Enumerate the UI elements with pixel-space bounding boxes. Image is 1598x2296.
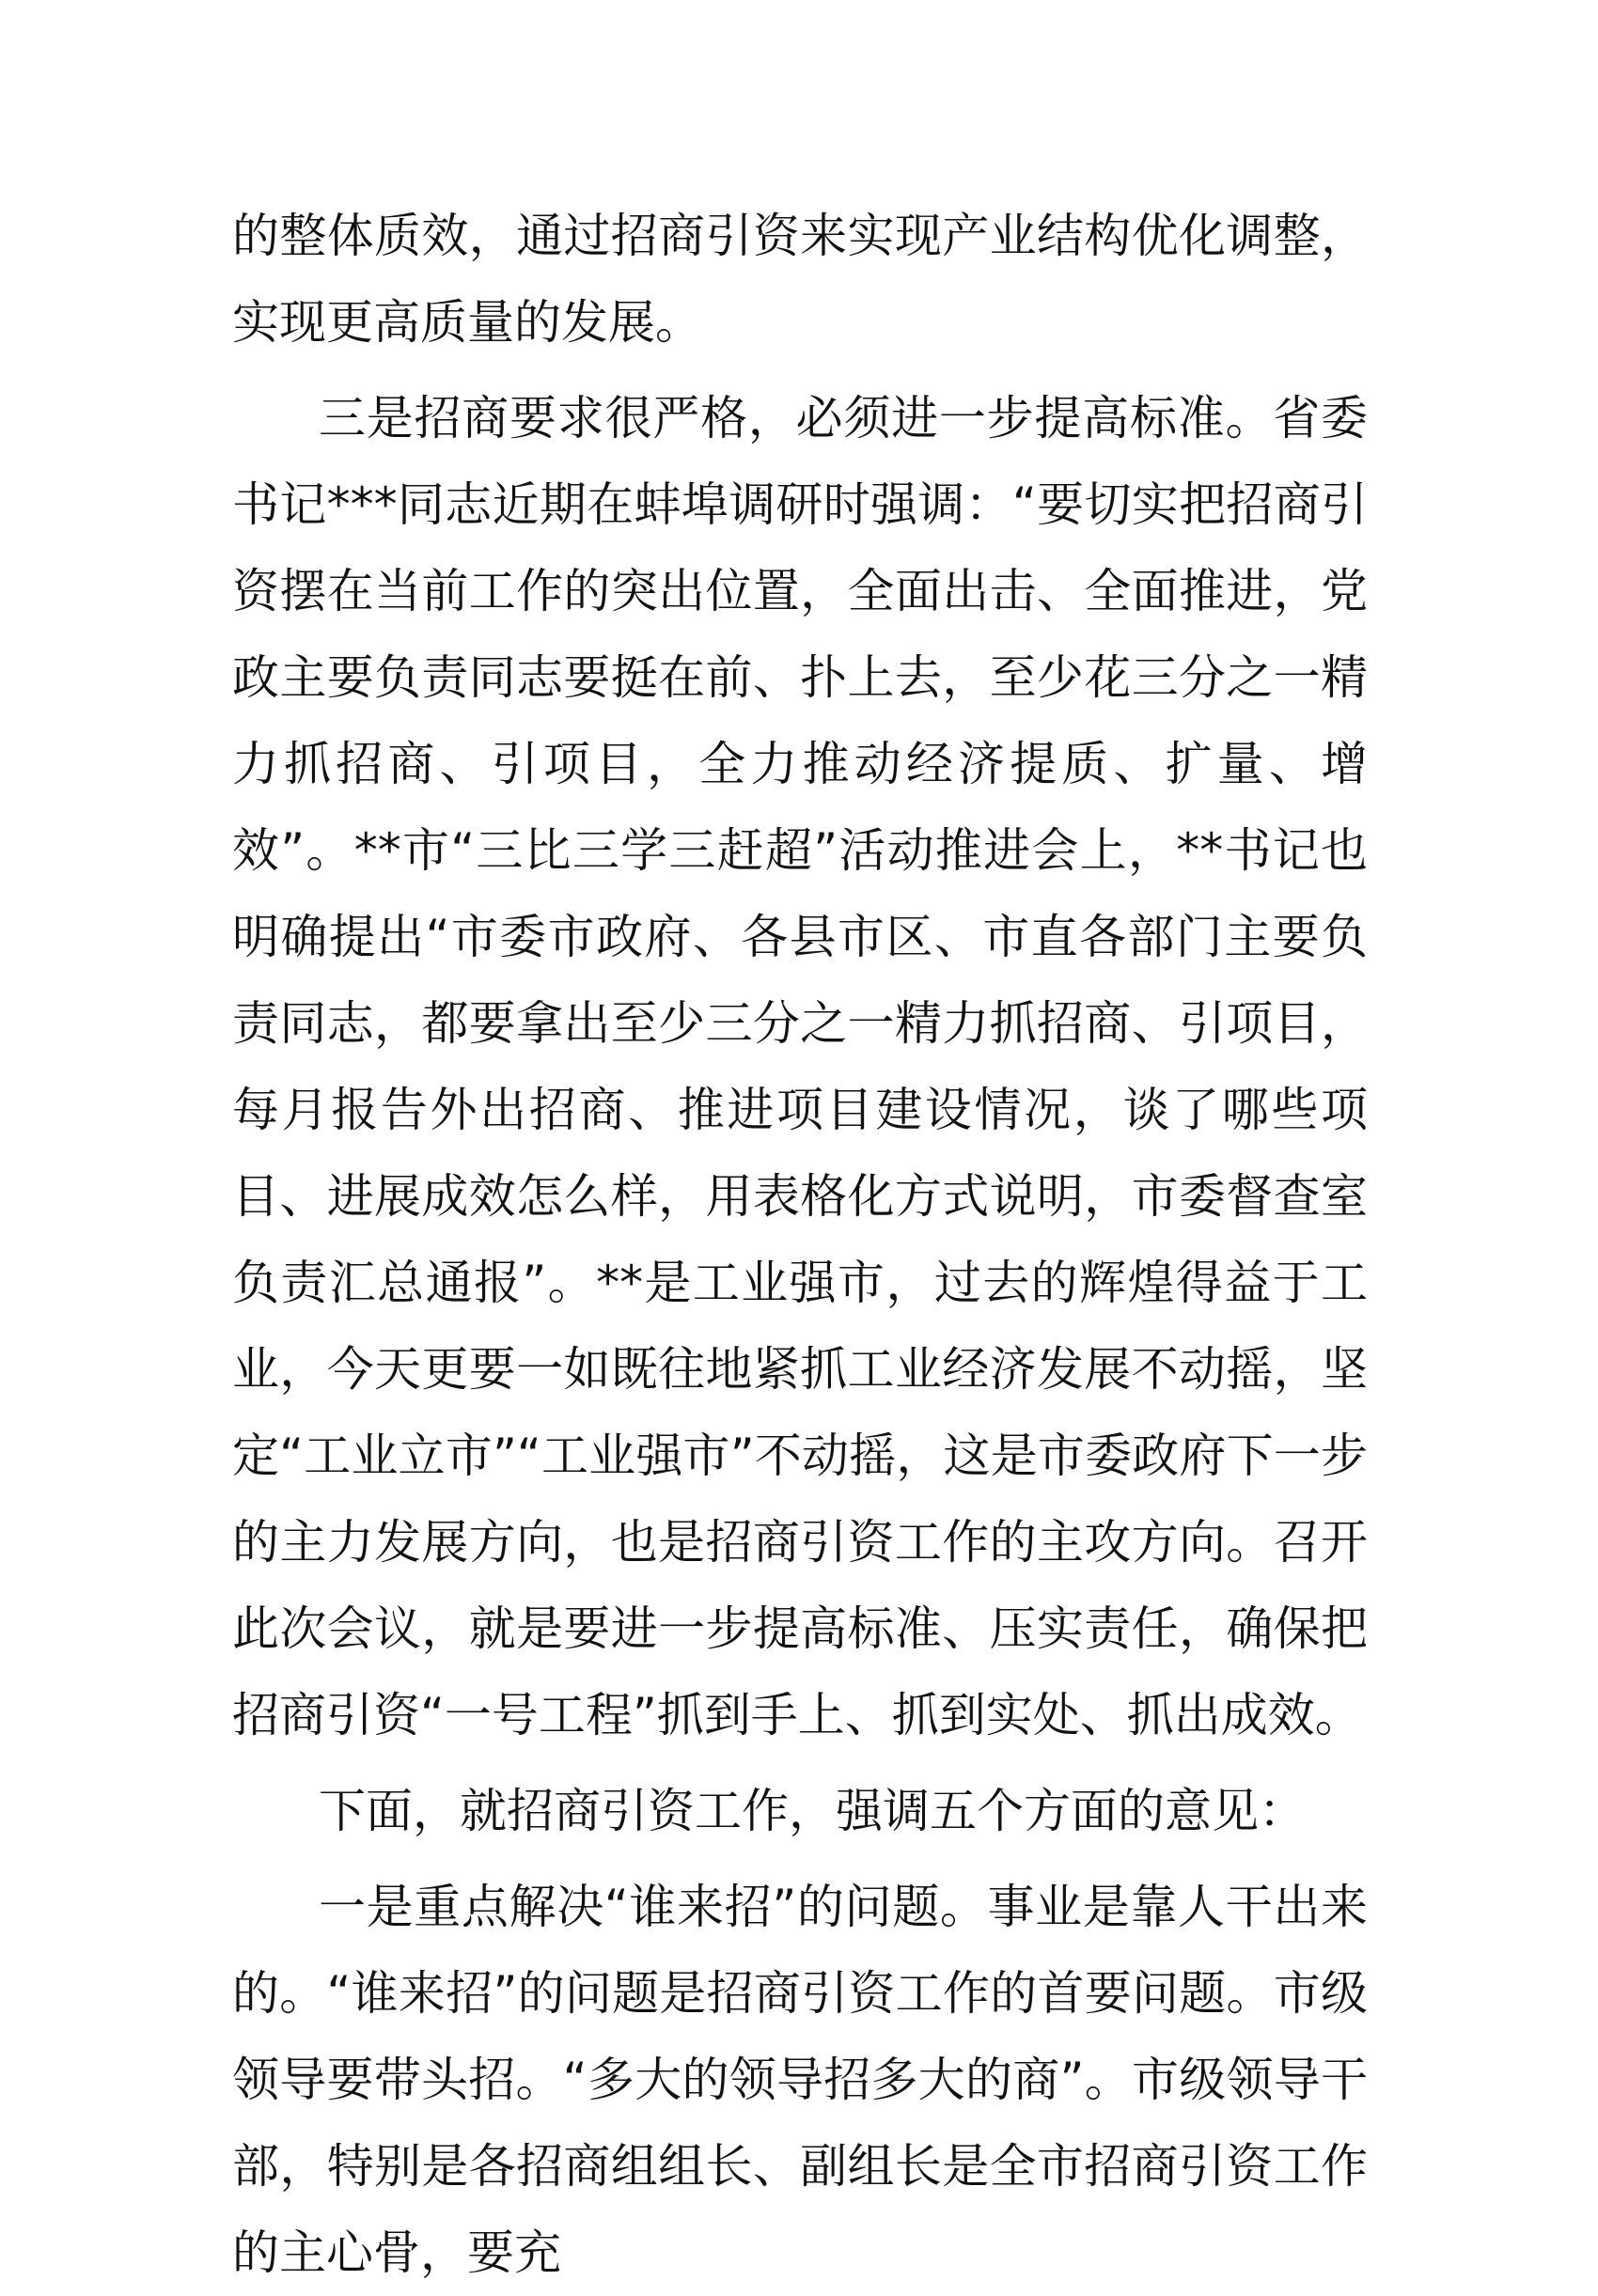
document-body	[232, 193, 1368, 2296]
paragraph-who-recruits: 一是重点解决“谁来招”的问题。事业是靠人干出来的。“谁来招”的问题是招商引资工作的首要问题。市级领导要带头招。“多大的领导招多大的商”。市级领导干部，特别是各招商组组长、副组长是全市招商引资工作的主心骨，要充	[232, 1880, 1368, 2280]
paragraph-five-aspects-intro: 下面，就招商引资工作，强调五个方面的意见：	[319, 1784, 1306, 1838]
paragraph-standards: 三是招商要求很严格，必须进一步提高标准。省委书记***同志近期在蚌埠调研时强调：“要切实把招商引资摆在当前工作的突出位置，全面出击、全面推进，党政主要负责同志要挺在前、扑上去，至少花三分之一精力抓招商、引项目，全力推动经济提质、扩量、增效”。**市“三比三学三赶超”活动推进会上，**书记也明确提出“市委市政府、各县市区、市直各部门主要负责同志，都要拿出至少三分之一精力抓招商、引项目，每月报告外出招商、推进项目建设情况，谈了哪些项目、进展成效怎么样，用表格化方式说明，市委督查室负责汇总通报”。**是工业强市，过去的辉煌得益于工业，今天更要一如既往地紧抓工业经济发展不动摇，坚定“工业立市”“工业强市”不动摇，这是市委政府下一步的主力发展方向，也是招商引资工作的主攻方向。召开此次会议，就是要进一步提高标准、压实责任，确保把招商引资“一号工程”抓到手上、抓到实处、抓出成效。	[232, 391, 1368, 1742]
paragraph-continuation: 的整体质效，通过招商引资来实现产业结构优化调整，实现更高质量的发展。	[232, 209, 1368, 350]
